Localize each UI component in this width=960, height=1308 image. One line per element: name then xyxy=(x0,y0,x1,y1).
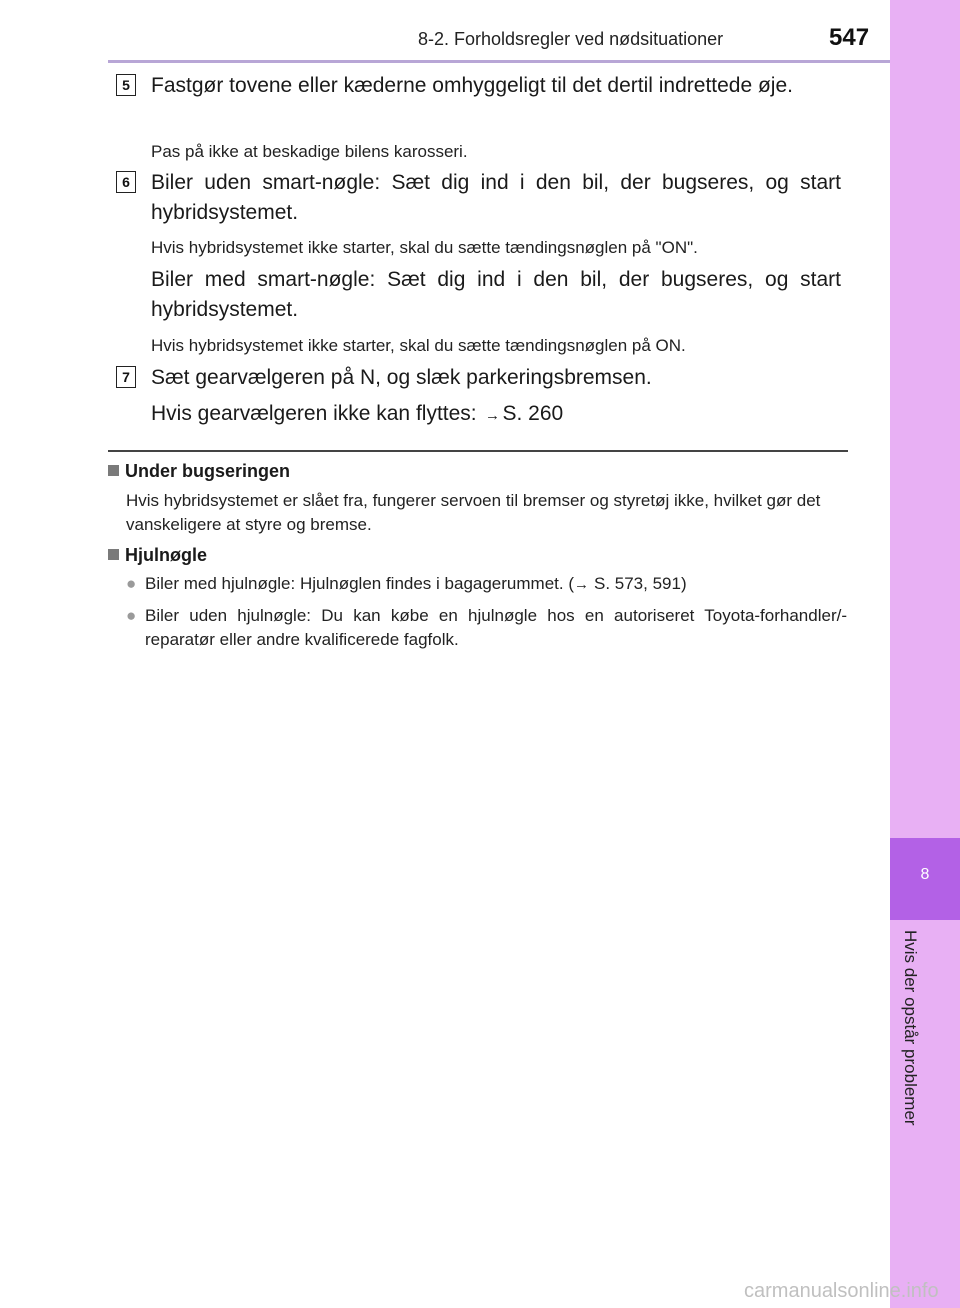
note-heading xyxy=(108,461,290,482)
list-item-prefix: Biler med hjulnøgle: Hjulnøglen findes i bagagerummet. ( xyxy=(145,574,574,593)
section-divider xyxy=(108,450,848,452)
step-number-box: 6 xyxy=(116,171,136,193)
step-text-alt: Biler med smart-nøgle: Sæt dig ind i den bil, der bugseres, og start hybridsystemet. xyxy=(151,268,841,321)
note-heading-text: Hjulnøgle xyxy=(125,545,207,565)
chapter-title: Hvis der opstår problemer xyxy=(901,930,920,1126)
list-item xyxy=(126,604,847,652)
square-bullet-icon xyxy=(108,549,119,560)
section-title: 8-2. Forholdsregler ved nødsituationer xyxy=(418,29,724,49)
page-reference-link[interactable]: S. 260 xyxy=(502,402,564,425)
step-note: Pas på ikke at beskadige bilens karosseri. xyxy=(151,142,468,161)
circle-bullet-icon: ● xyxy=(126,606,137,625)
step-note: Hvis hybridsystemet ikke starter, skal du sætte tændingsnøglen på "ON". xyxy=(151,238,698,257)
arrow-right-icon: → xyxy=(484,407,500,424)
chapter-number-tab xyxy=(890,838,960,920)
page-number: 547 xyxy=(829,24,870,51)
step-reference xyxy=(151,399,563,431)
chapter-title-container xyxy=(880,930,934,1170)
note-heading-text: Under bugseringen xyxy=(125,461,291,481)
arrow-right-icon: → xyxy=(573,576,589,593)
list-item xyxy=(126,572,847,596)
list-item-text: Biler uden hjulnøgle: Du kan købe en hjulnøgle hos en autoriseret Toyota-forhandler/-reparatør eller andre kvalificerede fagfolk. xyxy=(145,606,847,649)
square-bullet-icon xyxy=(108,465,119,476)
step-text: Sæt gearvælgeren på N, og slæk parkeringsbremsen. xyxy=(151,366,652,389)
circle-bullet-icon: ● xyxy=(126,574,137,593)
reference-prefix: Hvis gearvælgeren ikke kan flyttes: xyxy=(151,402,483,425)
watermark: carmanualsonline.info xyxy=(744,1280,939,1302)
header-divider xyxy=(108,60,890,63)
note-body: Hvis hybridsystemet er slået fra, fungerer servoen til bremser og styretøj ikke, hvilket gør det vanskeligere at styre og bremse. xyxy=(126,491,821,534)
list-item-text xyxy=(145,572,847,597)
step-text: Fastgør tovene eller kæderne omhyggeligt til det dertil indrettede øje. xyxy=(151,74,793,97)
step-number-box: 5 xyxy=(116,74,136,96)
step-number-box: 7 xyxy=(116,366,136,388)
note-heading xyxy=(108,545,207,566)
step-text: Biler uden smart-nøgle: Sæt dig ind i den bil, der bugseres, og start hybridsystemet. xyxy=(151,171,841,224)
chapter-number: 8 xyxy=(920,866,930,883)
page-reference-link[interactable]: S. 573, 591) xyxy=(593,574,687,593)
step-note-alt: Hvis hybridsystemet ikke starter, skal du sætte tændingsnøglen på ON. xyxy=(151,336,686,355)
